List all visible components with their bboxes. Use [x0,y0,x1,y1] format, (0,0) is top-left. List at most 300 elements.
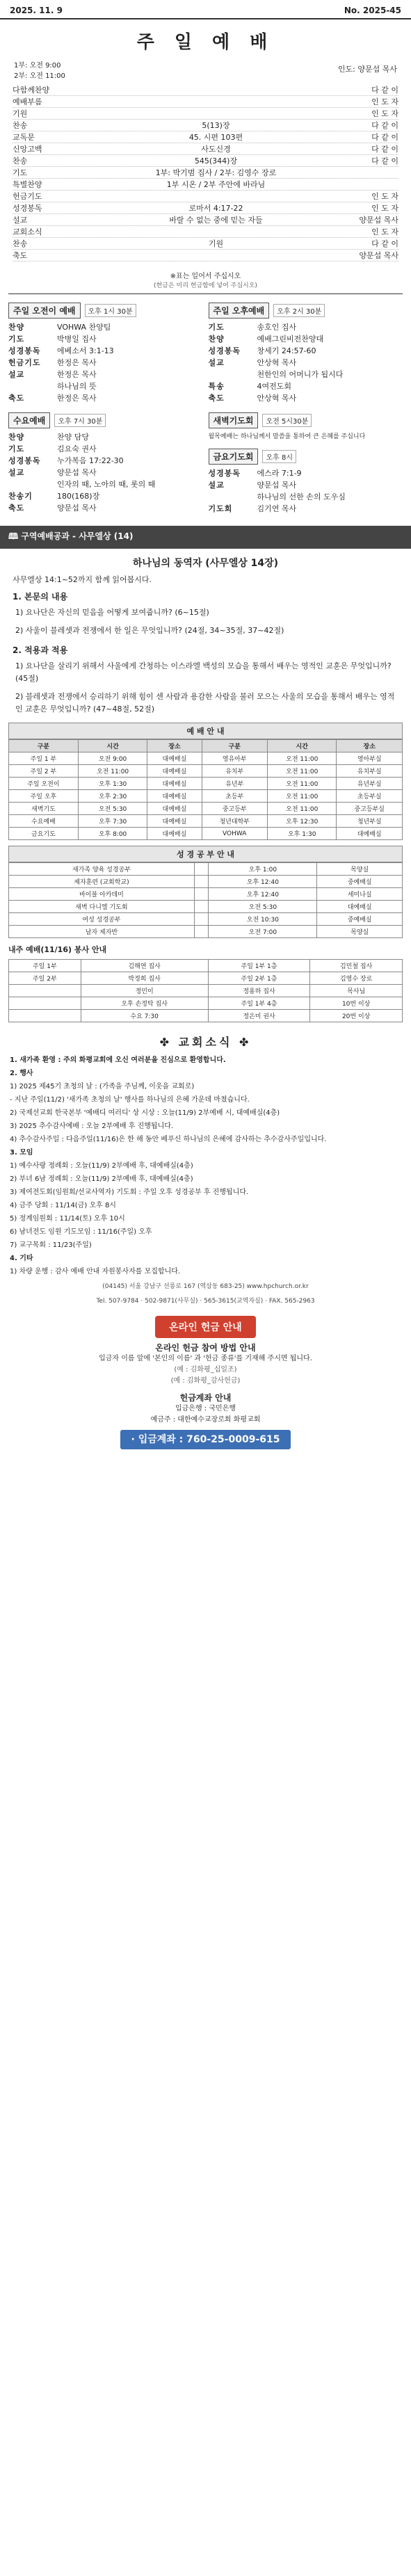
news-item: 1) 2025 제45기 초청의 날 : (가족을 주님께, 이웃을 교회로) [10,1083,195,1090]
order-item: 신앙고백 [13,145,42,154]
box-title: 수요예배 [8,412,50,428]
kv-value: 송호인 집사 [257,323,297,332]
order-leader: 다 같 이 [371,121,398,130]
table-header: 장소 [337,740,403,752]
table-cell: 대예배실 [147,752,202,765]
kv-row [8,467,203,478]
kv-key [8,380,57,392]
kv-value: 안상혁 목사 [257,358,297,367]
kv-value: 김요숙 권사 [57,444,97,453]
order-row [13,131,398,143]
kv-key: 설교 [8,370,25,379]
order-of-worship [0,80,411,266]
box-title: 금요기도회 [209,449,259,465]
order-item: 교독문 [13,133,35,142]
table-cell: 오전 9:00 [78,752,147,765]
order-item: 찬송 [13,121,28,130]
header [0,0,411,19]
order-row [13,84,398,96]
table-cell: VOHWA [202,828,267,840]
table-row [9,972,403,985]
kv-value: VOHWA 찬양팀 [57,323,111,332]
table-cell: 10번 이상 [310,997,403,1010]
dawn-fri-box [209,412,403,515]
kv-value: 하나님의 뜻 [57,382,97,391]
table-cell [9,1010,81,1022]
table-cell: 주일 2부 1층 [208,972,310,985]
table-cell: 청년부실 [337,815,403,828]
kv-value: 안상혁 목사 [257,394,297,403]
table-cell: 대예배실 [317,901,403,913]
table-cell: 중예배실 [317,913,403,926]
kv-value: 누가복음 17:22-30 [57,456,124,465]
order-row [13,108,398,120]
study-table-wrap [0,843,411,941]
kv-key: 헌금기도 [8,358,41,367]
table-cell: 대예배실 [337,828,403,840]
table-cell: 오후 12:30 [267,815,337,828]
order-row [13,96,398,108]
time-1: 1부: 오전 9:00 [14,62,61,70]
bank-name: 입금은행 : 국민은행 [175,1405,236,1412]
kv-row [8,380,203,392]
box-title: 새벽기도회 [209,412,259,428]
kv-row [209,321,403,333]
schedule-table [8,739,403,840]
order-detail: 바랄 수 없는 중에 믿는 자들 [169,216,263,225]
table-header-row [9,740,403,752]
kv-value: 양문섭 목사 [57,504,97,513]
table-header: 장소 [147,740,202,752]
kv-row [209,345,403,357]
box-time: 오전 5시30분 [262,414,312,427]
table-cell: 오전 7:00 [209,926,317,938]
notice-sub: (헌금은 미리 헌금함에 넣어 주십시오) [154,282,257,289]
kv-row [209,380,403,392]
table-cell: 대예배실 [147,815,202,828]
order-leader: 다 같 이 [371,145,398,154]
news-item: 5) 정계임원회 : 11/14(토) 오후 10시 [10,1215,125,1223]
offering-text [0,1338,411,1454]
kv-key: 성경봉독 [8,456,41,465]
address: (04145) 서울 강남구 선릉로 167 (역삼동 683-25) www.hpchurch.or.kr [102,1283,309,1290]
order-item: 찬송 [13,156,28,166]
kv-row [8,490,203,502]
table-cell: 여성 성경공부 [9,913,195,926]
order-leader: 양문섭 목사 [359,216,398,225]
table-row [9,752,403,765]
table-cell: 대예배실 [147,803,202,815]
table-cell: 초등부 [202,790,267,803]
order-item: 특별찬양 [13,180,42,189]
table-cell: 오후 12:40 [209,876,317,888]
kv-value: 박병일 집사 [57,335,97,344]
kv-key: 성경봉독 [208,346,241,355]
order-detail: 사도신경 [201,145,231,154]
table-cell: 중고등부실 [337,803,403,815]
table-cell: 유치부실 [337,765,403,778]
sun-evening-box [209,303,403,404]
table-cell: 김해연 집사 [81,960,208,972]
account-number[interactable]: · 입금계좌 : 760-25-0009-615 [120,1430,291,1449]
kv-row [8,431,203,443]
table-cell: 오전 11:00 [267,778,337,790]
kv-key: 기도 [8,335,25,344]
table-cell [194,863,209,876]
table-cell: 대예배실 [147,778,202,790]
services-grid-1 [0,298,411,408]
kv-value: 인자의 때, 노아의 때, 롯의 때 [57,480,156,489]
table-cell: 주일 오후 [9,790,79,803]
table-row [9,765,403,778]
table-cell: 유년부 [202,778,267,790]
kv-value: 양문섭 목사 [57,468,97,477]
table-row [9,778,403,790]
kv-key: 찬송기 [8,492,33,501]
box-time: 오후 2시 30분 [273,304,325,317]
kv-value: 4여전도회 [257,382,292,391]
table-cell: 오후 8:00 [78,828,147,840]
table-cell: 박정희 집사 [81,972,208,985]
table-cell: 남자 제자반 [9,926,195,938]
duty-table-wrap [0,956,411,1025]
table-cell: 주일 1부 [9,960,81,972]
order-leader: 다 같 이 [371,86,398,95]
table-cell: 오전 11:00 [267,790,337,803]
heading-1: 1. 본문의 내용 [13,592,68,602]
table-header: 구분 [9,740,79,752]
order-row [13,179,398,191]
schedule-table-wrap [0,720,411,843]
kv-key: 기도 [8,444,25,453]
table-cell: 오전 10:30 [209,913,317,926]
table-header: 시간 [267,740,337,752]
table-row [9,888,403,901]
services-grid-2 [0,408,411,519]
table-cell: 중고등부 [202,803,267,815]
kv-key: 성경봉독 [8,346,41,355]
news-item: 3) 제여전도회(임원회/선교사역자) 기도회 : 주일 오후 성경공부 후 진행됩니다. [10,1189,249,1196]
table-cell: 오후 1:30 [267,828,337,840]
table-cell: 정은미 권사 [208,1010,310,1022]
kv-value: 창세기 24:57-60 [257,346,316,355]
kv-key: 축도 [8,394,25,403]
table-cell: 김민철 집사 [310,960,403,972]
kv-key [209,491,257,503]
order-row [13,191,398,202]
table-row [9,863,403,876]
wed-box [8,412,203,515]
page-title: 주 일 예 배 [136,32,275,53]
kv-row [209,467,403,479]
table-cell: 오후 1:00 [209,863,317,876]
section-banner-text: 구역예배공과 - 사무엘상 (14) [21,531,134,541]
offering-banner: 온라인 헌금 안내 [155,1316,255,1338]
kv-key: 설교 [208,358,225,367]
kv-value: 한정은 목사 [57,370,97,379]
order-item: 교회소식 [13,227,42,236]
kv-key: 찬양 [8,433,25,442]
order-detail: 로마서 4:17-22 [188,204,243,213]
table-cell: 주일 1부 4층 [208,997,310,1010]
duty-title: 내주 예배(11/16) 봉사 안내 [8,945,107,954]
table-header: 구분 [202,740,267,752]
table-cell: 새벽 다니엘 기도회 [9,901,195,913]
table-cell: 청년대학부 [202,815,267,828]
kv-row [8,478,203,490]
table-cell: 대예배실 [147,790,202,803]
kv-row [8,369,203,380]
notice-main: ※표는 일어서 주십시오 [170,273,241,280]
kv-key: 성경봉독 [208,469,241,478]
table-cell [194,913,209,926]
date: 2025. 11. 9 [10,6,63,15]
order-detail: 1부 시온 / 2부 주안에 바라님 [166,180,266,189]
news-item: 3. 모임 [10,1149,33,1157]
table-cell: 수요예배 [9,815,79,828]
table-cell [194,888,209,901]
kv-value: 예배그린비전찬양대 [257,335,324,344]
order-leader: 인 도 자 [371,192,398,201]
table-row [9,901,403,913]
table-cell: 오후 2:30 [78,790,147,803]
order-item: 찬송 [13,239,28,248]
order-item: 성경봉독 [13,204,42,213]
news-item: 2) 국제선교회 한국본부 '예배디 여러디' 상 시상 : 오늘(11/9) 2부예배 시, 대예배실(4층) [10,1109,280,1117]
table-row [9,815,403,828]
kv-row [8,455,203,467]
order-item: 다함께찬양 [13,86,50,95]
table-cell: 바이블 아카데미 [9,888,195,901]
sun-morning2-box [8,303,203,404]
order-leader: 다 같 이 [371,133,398,142]
table-cell: 주일 1 부 [9,752,79,765]
kv-value: 에스라 7:1-9 [257,469,302,478]
box-title: 주일 오전이 예배 [8,303,81,319]
table-cell: 목양실 [317,926,403,938]
table-cell [194,876,209,888]
kv-value: 한정은 목사 [57,358,97,367]
kv-row [8,345,203,357]
phone: Tel. 507-9784 · 502-9871(사무실) · 565-3615(교역자실) · FAX. 565-2963 [96,1298,315,1305]
order-leader: 인 도 자 [371,204,398,213]
table-row [9,790,403,803]
order-row [13,155,398,167]
table-cell: 오후 1:30 [78,778,147,790]
offering-example-2: (예 : 김화평_감사헌금) [170,1377,241,1385]
table-row [9,1010,403,1022]
table-cell: 중예배실 [317,876,403,888]
table-cell: 새가족 양육 성경공부 [9,863,195,876]
question-4: 2) 블레셋과 전쟁에서 승리하기 위해 힘이 센 사람과 용감한 사람을 불러 모으는 사울의 모습을 통해서 배우는 영적인 교훈은 무엇입니까? (47~48절, 52절) [15,692,395,714]
divider [8,293,403,294]
order-leader: 양문섭 목사 [359,251,398,260]
question-2: 2) 사울이 블레셋과 전쟁에서 한 일은 무엇입니까? (24절, 34~35절, 37~42절) [15,626,284,635]
news-item: - 지난 주일(11/2) '새가족 초청의 날' 행사를 하나님의 은혜 가운데 마쳤습니다. [10,1096,250,1104]
order-leader: 다 같 이 [371,239,398,248]
kv-value: 180(168)장 [57,492,100,501]
kv-row [8,502,203,514]
account-title: 헌금계좌 안내 [179,1393,232,1403]
table-row [9,828,403,840]
news-item: 4) 추수감사주일 : 다음주일(11/16)은 한 해 동안 베푸신 하나님의 은혜에 감사하는 추수감사주일입니다. [10,1136,327,1143]
table-cell: 오전 11:00 [267,752,337,765]
table-cell: 금요기도 [9,828,79,840]
service-times [0,59,411,80]
box-time: 오후 8시 [262,450,296,463]
table-cell: 초등부실 [337,790,403,803]
order-detail: 1부: 박기범 집사 / 2부: 김영수 장로 [155,168,277,177]
order-row [13,214,398,226]
order-item: 설교 [13,216,28,225]
news-item: 7) 교구목회 : 11/23(주일) [10,1241,92,1249]
kv-value: 천한인의 어머니가 됩시다 [257,370,344,379]
order-item: 예배부름 [13,97,42,106]
table-cell: 주일 2 부 [9,765,79,778]
table-cell: 목사님 [310,985,403,997]
table-cell: 김영수 장로 [310,972,403,985]
box-time: 오후 1시 30분 [85,304,136,317]
order-row [13,143,398,155]
table-cell [194,926,209,938]
news-item: 4. 기타 [10,1255,33,1262]
table-cell [9,997,81,1010]
table-cell: 목양실 [317,863,403,876]
sermon-intro: 사무엘상 14:1~52까지 함께 읽어봅시다. [13,575,152,584]
kv-value: 양문섭 목사 [257,481,297,490]
news-item: 1) 예수사랑 정례회 : 오늘(11/9) 2부예배 후, 대예배실(4층) [10,1162,193,1170]
order-detail: 기원 [208,239,224,248]
kv-value: 에베소서 3:1-13 [57,346,114,355]
kv-row [8,321,203,333]
notice [0,270,411,289]
kv-row [8,443,203,455]
kv-key: 기도 [208,323,225,332]
order-detail: 45. 시편 103편 [188,133,243,142]
offering-line2: 입금자 이름 앞에 '본인의 이름' 과 '헌금 종류'를 기재해 주시면 됩니다. [99,1355,312,1362]
kv-row [209,491,403,503]
time-2: 2부: 오전 11:00 [14,72,65,80]
order-leader: 다 같 이 [371,156,398,166]
duty-table [8,959,403,1022]
news-title: ✤ 교회소식 ✤ [159,1036,252,1049]
table-cell: 세미나실 [317,888,403,901]
order-leader: 인 도 자 [371,227,398,236]
kv-row [209,369,403,380]
study-title: 성 경 공 부 안 내 [8,846,403,862]
kv-key: 찬양 [8,323,25,332]
table-cell: 오후 손정탁 집사 [81,997,208,1010]
kv-key: 축도 [8,504,25,513]
table-cell: 오후 7:30 [78,815,147,828]
news-list [0,1054,411,1278]
order-row [13,250,398,261]
table-cell: 오전 11:00 [78,765,147,778]
news-item: 3) 2025 추수감사예배 : 오늘 2부예배 후 진행됩니다. [10,1122,174,1130]
kv-key: 특송 [208,382,225,391]
heading-2: 2. 적용과 적용 [13,645,68,655]
order-row [13,202,398,214]
table-cell: 유년부실 [337,778,403,790]
kv-key [8,478,57,490]
table-row [9,997,403,1010]
table-cell [194,901,209,913]
offering-line1: 온라인 헌금 참여 방법 안내 [155,1343,256,1353]
table-row [9,803,403,815]
kv-key: 설교 [208,481,225,490]
table-cell: 오전 11:00 [267,803,337,815]
kv-row [209,479,403,491]
offering-section [0,1316,411,1454]
kv-value: 찬양 담당 [57,433,90,442]
table-cell: 오후 12:40 [209,888,317,901]
table-cell: 주일 오전이 [9,778,79,790]
kv-value: 김기연 목사 [257,504,297,513]
table-cell: 오전 5:30 [78,803,147,815]
table-row [9,960,403,972]
kv-row [209,357,403,369]
table-cell: 대예배실 [147,765,202,778]
table-cell: 새벽기도 [9,803,79,815]
issue-number: No. 2025-45 [344,6,401,15]
kv-value: 한정은 목사 [57,394,97,403]
kv-key: 축도 [208,394,225,403]
table-row [9,876,403,888]
order-detail: 5(13)장 [202,121,230,130]
order-row [13,167,398,179]
table-row [9,913,403,926]
table-cell [9,985,81,997]
kv-key: 찬양 [208,335,225,344]
kv-key [209,369,257,380]
order-item: 헌금기도 [13,192,42,201]
order-row [13,120,398,131]
order-leader: 인 도 자 [371,109,398,118]
kv-value: 하나님의 선한 손의 도우심 [257,492,346,501]
order-row [13,238,398,250]
schedule-title: 예 배 안 내 [8,723,403,739]
table-cell: 오전 5:30 [209,901,317,913]
table-cell: 정민이 [81,985,208,997]
news-item: 4) 금주 당회 : 11/14(금) 오후 8시 [10,1202,116,1209]
table-cell: 주일 1부 1층 [208,960,310,972]
question-1: 1) 요나단은 자신의 믿음을 어떻게 보여줍니까? (6~15절) [15,608,209,617]
sermon-title: 하나님의 동역자 (사무엘상 14장) [132,558,279,569]
order-row [13,226,398,238]
order-item: 기원 [13,109,28,118]
account-holder: 예금주 : 대한예수교장로회 화평교회 [150,1416,261,1424]
section-banner: 🕮 구역예배공과 - 사무엘상 (14) [0,526,411,549]
table-cell: 오전 11:00 [267,765,337,778]
table-cell: 제자훈련 (교회학교) [9,876,195,888]
news-item: 1. 새가족 환영 : 주의 화평교회에 오신 여러분을 진심으로 환영합니다. [10,1056,226,1064]
news-item: 6) 남녀전도 임원 기도모임 : 11/16(주일) 오후 [10,1228,152,1236]
order-leader: 인 도 자 [371,97,398,106]
table-cell: 영유아부 [202,752,267,765]
box-time: 오후 7시 30분 [54,414,106,427]
kv-key: 설교 [8,468,25,477]
offering-example-1: (예 : 김화평_십일조) [174,1366,237,1374]
dawn-text: 월목예배는 하나님께서 말씀을 통하여 큰 은혜를 주십니다 [208,433,366,440]
order-item: 기도 [13,168,28,177]
kv-row [209,392,403,404]
kv-row [209,503,403,515]
news-item: 1) 차량 운행 : 감사 예배 안내 자원봉사자를 모집합니다. [10,1268,181,1275]
kv-row [8,333,203,345]
kv-row [8,357,203,369]
news-item: 2) 부녀 6남 정례회 : 오늘(11/9) 2부예배 후, 대예배실(4층) [10,1175,193,1183]
table-header: 시간 [78,740,147,752]
